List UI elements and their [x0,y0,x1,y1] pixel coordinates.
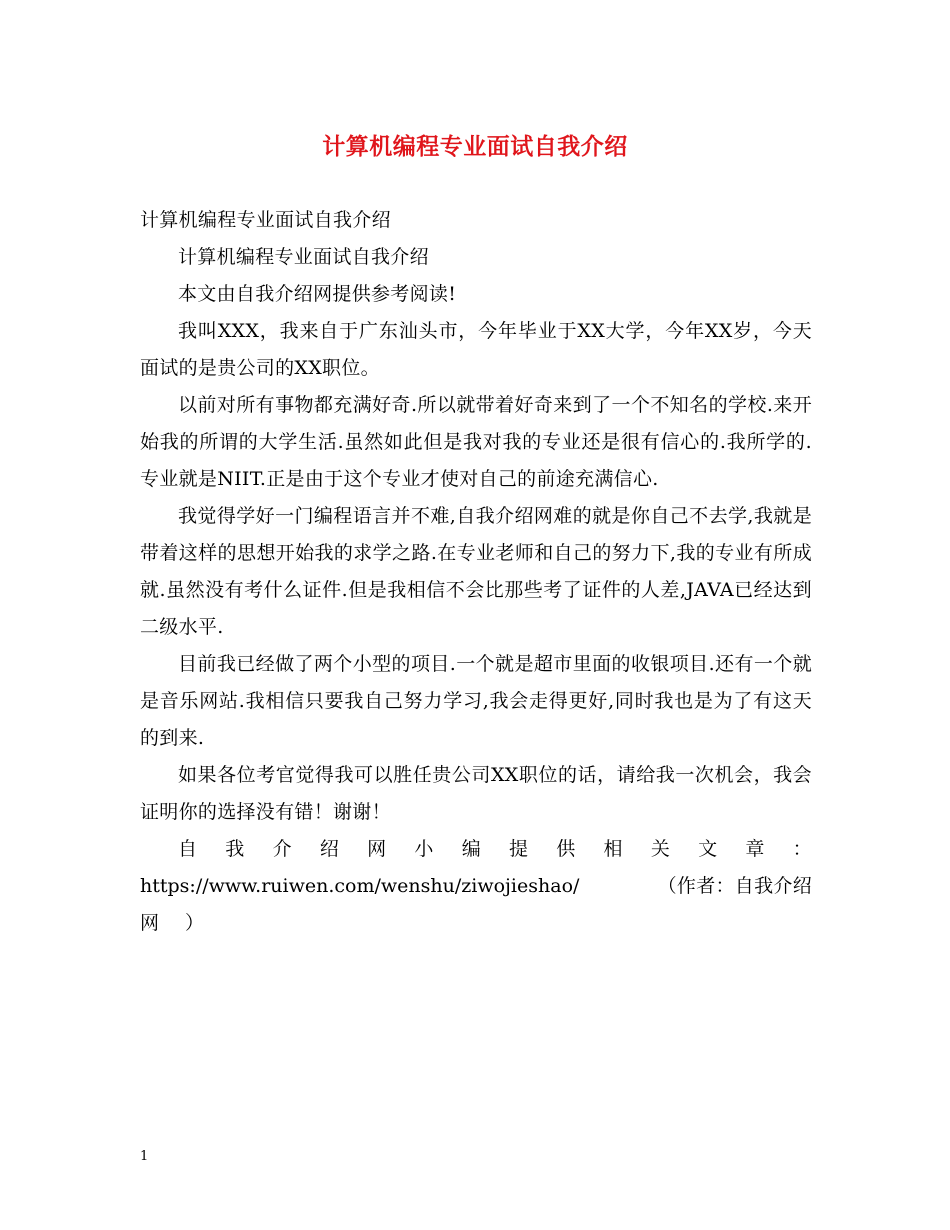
editor-note-char: 章 [745,838,765,860]
author-prefix: （作者：自我介绍 [657,875,812,897]
editor-note-char: 提 [508,838,529,860]
editor-note-char: 我 [225,838,245,860]
paragraph: 目前我已经做了两个小型的项目.一个就是超市里面的收银项目.还有一个就是音乐网站.我相信只要我自己努力学习,我会走得更好,同时我也是为了有这天的到来. [140,653,812,749]
editor-note-char: 供 [556,838,576,860]
document-body [140,202,812,942]
editor-note-char: 编 [461,838,481,860]
editor-note-char: 文 [698,838,718,860]
paragraph: 以前对所有事物都充满好奇.所以就带着好奇来到了一个不知名的学校.来开始我的所谓的大学生活.虽然如此但是我对我的专业还是很有信心的.我所学的.专业就是NIIT.正是由于这个专业才使对自己的前途充满信心. [140,394,812,490]
intro-line: 本文由自我介绍网提供参考阅读! [178,283,457,305]
editor-note-char: 介 [272,838,292,860]
editor-note-char: 相 [603,838,623,860]
subheading-line: 计算机编程专业面试自我介绍 [178,246,429,268]
source-url[interactable]: https://www.ruiwen.com/wenshu/ziwojieshao/ [140,875,580,897]
editor-note-char: 绍 [319,838,340,860]
document-title: 计算机编程专业面试自我介绍 [322,134,628,160]
page-number: 1 [140,1149,149,1164]
paragraph: 如果各位考官觉得我可以胜任贵公司XX职位的话，请给我一次机会，我会证明你的选择没有错！谢谢！ [140,764,812,823]
editor-note-char: 小 [414,838,434,860]
paragraph: 我觉得学好一门编程语言并不难,自我介绍网难的就是你自己不去学,我就是带着这样的思想开始我的求学之路.在专业老师和自己的努力下,我的专业有所成就.虽然没有考什么证件.但是我相信不会比那些考了证件的人差,JAVA已经达到二级水平. [140,505,812,638]
heading-line: 计算机编程专业面试自我介绍 [140,209,391,231]
paragraph: 我叫XXX，我来自于广东汕头市，今年毕业于XX大学，今年XX岁，今天面试的是贵公司的XX职位。 [140,320,812,379]
source-line [140,868,812,905]
editor-note-char: 关 [650,838,671,860]
author-suffix: 网 ） [140,912,205,934]
editor-note-char: 自 [178,838,198,860]
editor-note-char: ： [792,838,812,860]
editor-note-char: 网 [367,838,387,860]
editor-note [140,831,812,868]
